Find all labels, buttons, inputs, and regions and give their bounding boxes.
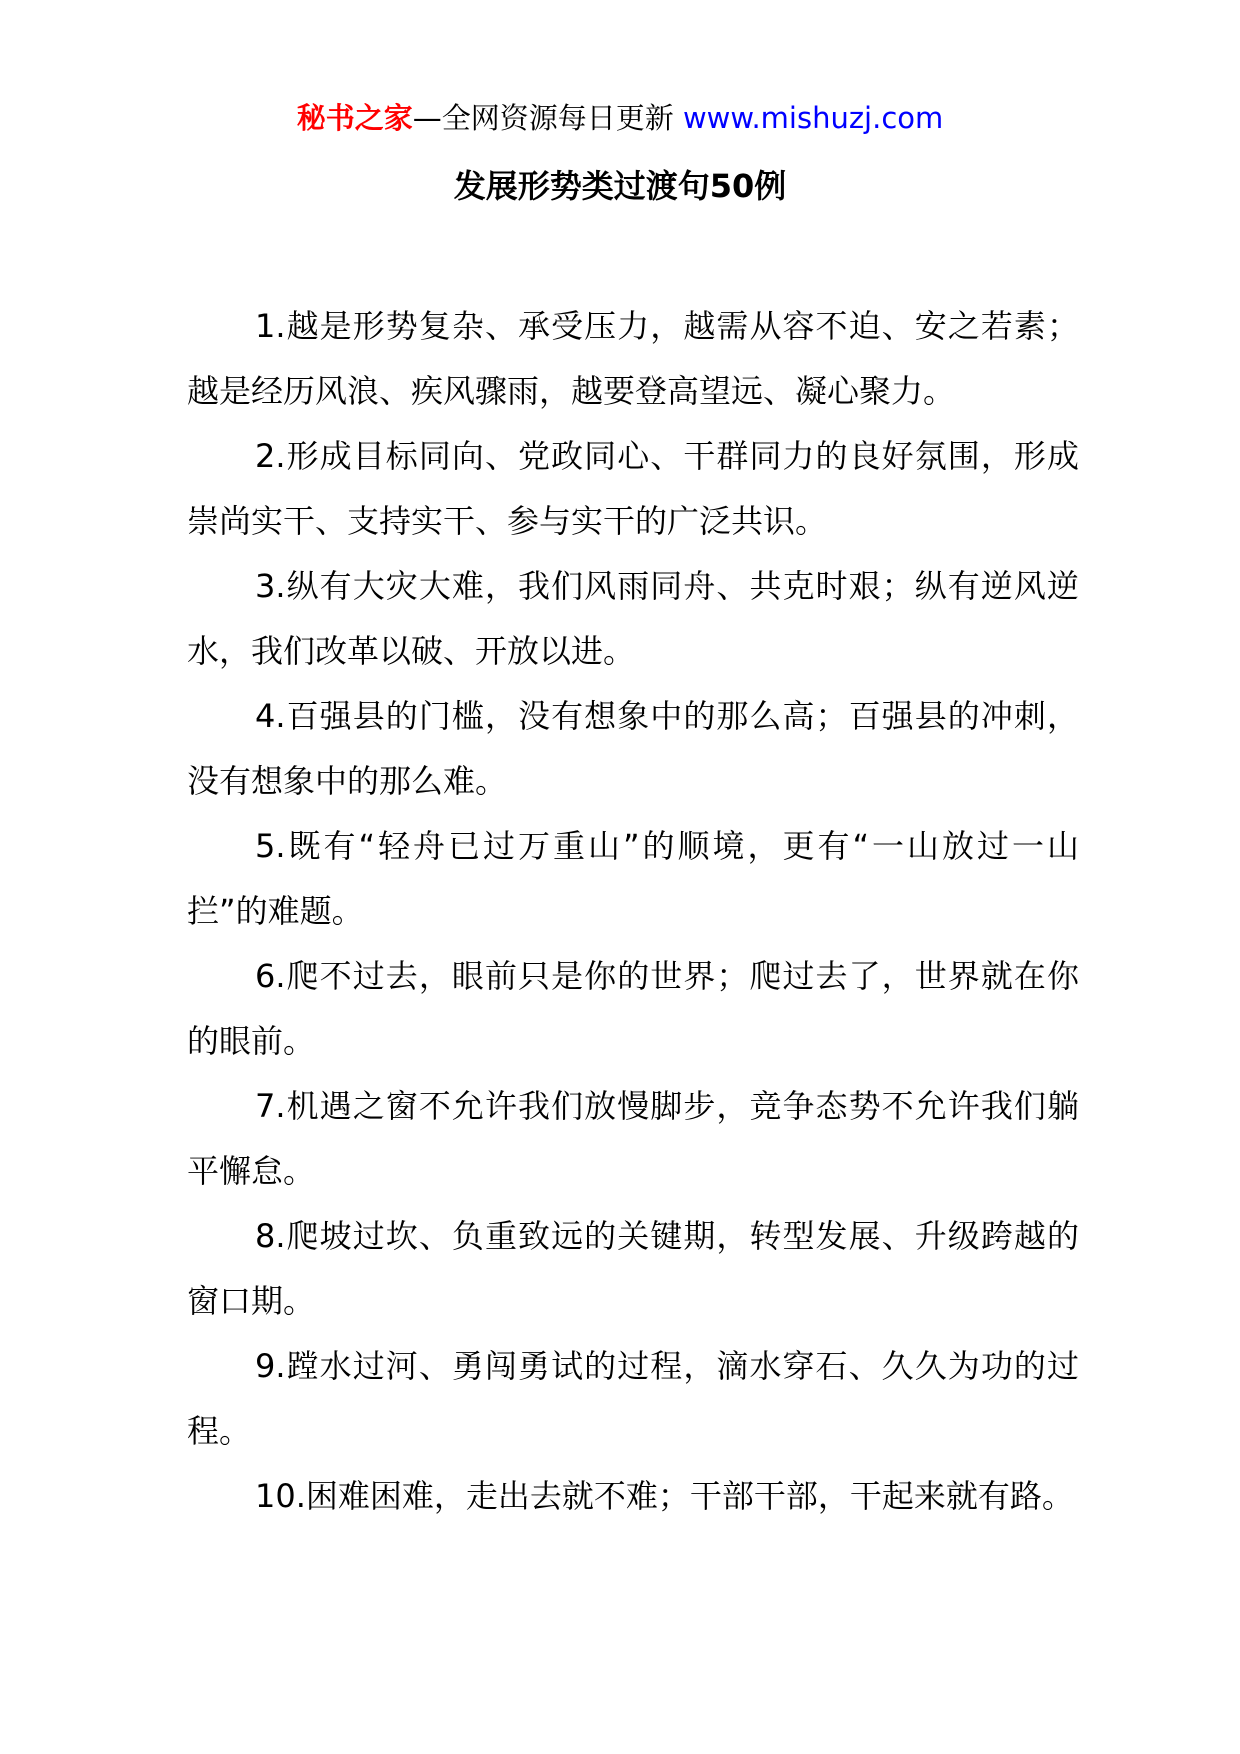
- paragraph-7: 7.机遇之窗不允许我们放慢脚步，竞争态势不允许我们躺平懈怠。: [187, 1087, 1079, 1190]
- document-title: 发展形势类过渡句50例: [453, 167, 787, 205]
- paragraph-8: 8.爬坡过坎、负重致远的关键期，转型发展、升级跨越的窗口期。: [187, 1217, 1079, 1320]
- paragraph-2: 2.形成目标同向、党政同心、干群同力的良好氛围，形成崇尚实干、支持实干、参与实干的广泛共识。: [187, 437, 1079, 540]
- paragraph-4: 4.百强县的门槛，没有想象中的那么高；百强县的冲刺，没有想象中的那么难。: [187, 697, 1079, 800]
- document-body: [187, 294, 1079, 1529]
- paragraph-9: 9.蹚水过河、勇闯勇试的过程，滴水穿石、久久为功的过程。: [187, 1347, 1079, 1450]
- paragraph-10: 10.困难困难，走出去就不难；干部干部，干起来就有路。: [255, 1477, 1074, 1515]
- paragraph-3: 3.纵有大灾大难，我们风雨同舟、共克时艰；纵有逆风逆水，我们改革以破、开放以进。: [187, 567, 1079, 670]
- paragraph-5: 5.既有“轻舟已过万重山”的顺境，更有“一山放过一山拦”的难题。: [187, 827, 1079, 930]
- header-tagline: —全网资源每日更新: [412, 101, 683, 135]
- site-url-link[interactable]: www.mishuzj.com: [682, 101, 944, 135]
- paragraph-1: 1.越是形势复杂、承受压力，越需从容不迫、安之若素；越是经历风浪、疾风骤雨，越要登高望远、凝心聚力。: [187, 307, 1079, 410]
- brand-name: 秘书之家: [296, 101, 413, 135]
- paragraph-6: 6.爬不过去，眼前只是你的世界；爬过去了，世界就在你的眼前。: [187, 957, 1079, 1060]
- document-header: [0, 98, 1240, 138]
